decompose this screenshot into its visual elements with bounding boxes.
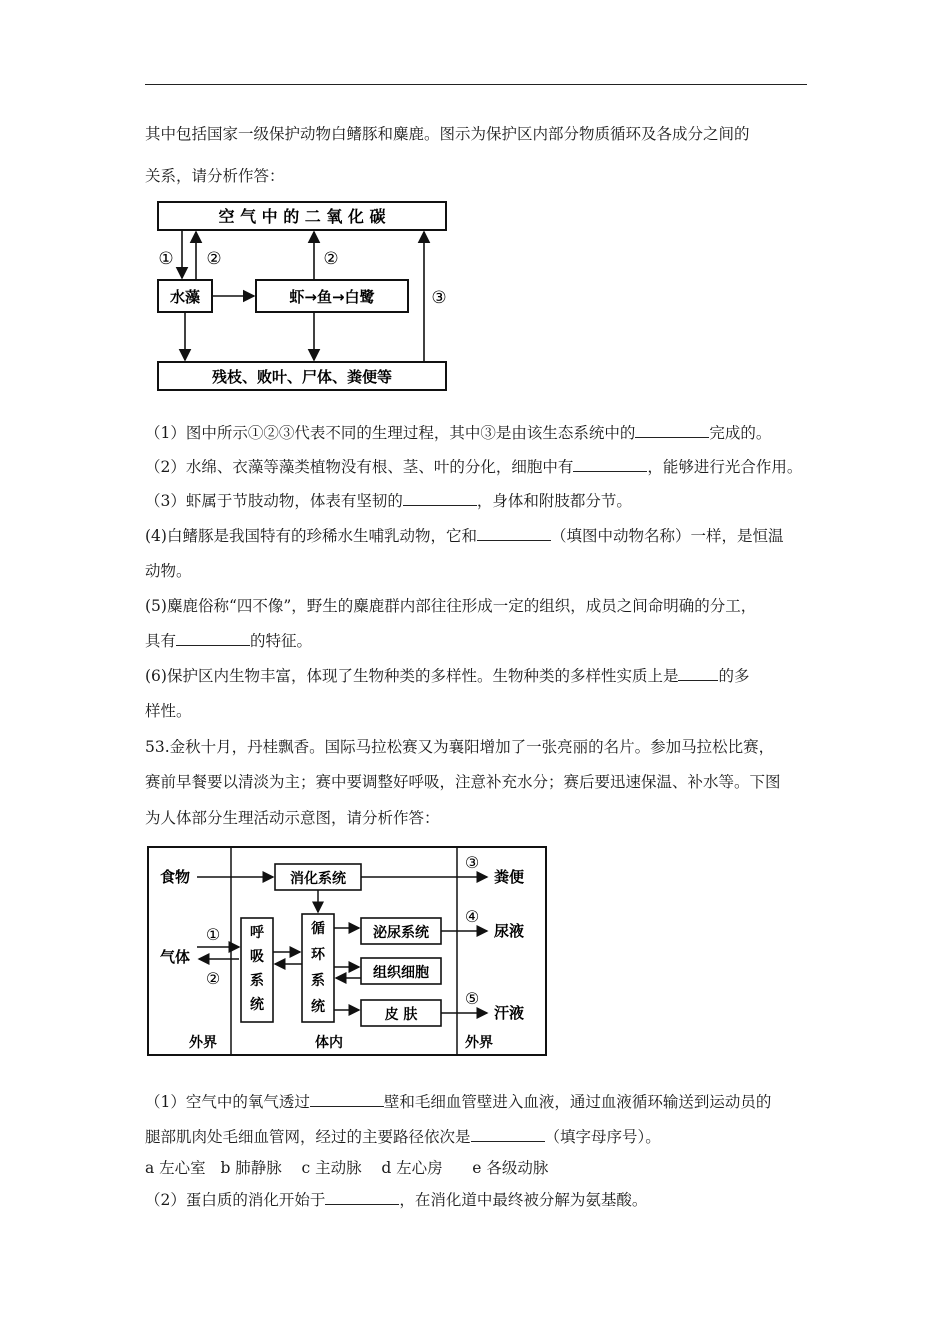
q52-5-cont: 具有 的特征。: [145, 632, 313, 650]
header-rule: [145, 84, 807, 85]
mark-2b: ②: [323, 249, 339, 269]
mark-2: ②: [206, 249, 222, 269]
blank[interactable]: [573, 457, 647, 472]
q53-intro-2: 赛前早餐要以清淡为主；赛中要调整好呼吸，注意补充水分；赛后要迅速保温、补水等。下图: [145, 773, 781, 791]
residue-label: 残枝、败叶、尸体、粪便等: [211, 368, 393, 386]
mark-1: ①: [158, 249, 174, 269]
q52-6-cont: 样性。: [145, 702, 192, 720]
outer-frame: [148, 847, 546, 1055]
intro-line-1: 其中包括国家一级保护动物白鳍豚和麋鹿。图示为保护区内部分物质循环及各成分之间的: [145, 125, 750, 143]
blank[interactable]: [310, 1092, 384, 1107]
diagram-text: 系: [250, 973, 264, 989]
diagram-text: 统: [311, 999, 325, 1015]
mark-2: ②: [205, 969, 221, 988]
diagram-text: 汗液: [493, 1004, 525, 1022]
diagram-text: 环: [311, 947, 325, 963]
q52-4-cont: 动物。: [145, 562, 192, 580]
q52-2: （2）水绵、衣藻等藻类植物没有根、茎、叶的分化，细胞中有 ，能够进行光合作用。: [145, 458, 803, 476]
q52-5: (5)麋鹿俗称“四不像”，野生的麋鹿群内部往往形成一定的组织，成员之间命明确的分工，: [145, 597, 757, 615]
q53-intro-3: 为人体部分生理活动示意图，请分析作答：: [145, 809, 440, 827]
blank[interactable]: [176, 631, 250, 646]
algae-label: 水藻: [169, 288, 201, 306]
q52-3: （3）虾属于节肢动物，体表有坚韧的 ，身体和附肢都分节。: [145, 492, 632, 510]
mark-1: ①: [205, 925, 221, 944]
blank[interactable]: [678, 666, 718, 681]
food-label: 食物: [159, 868, 191, 886]
diagram-text: 统: [250, 997, 264, 1013]
blank[interactable]: [325, 1190, 399, 1205]
physiology-diagram: [145, 844, 549, 1058]
blank[interactable]: [403, 491, 477, 506]
intro-line-2: 关系，请分析作答：: [145, 167, 285, 185]
diagram-text: 系: [311, 973, 325, 989]
diagram-text: 组织细胞: [373, 965, 429, 981]
food-chain-label: 虾→鱼→白鹭: [289, 288, 375, 306]
diagram-text: ④: [464, 907, 480, 926]
q53-2: （2）蛋白质的消化开始于 ，在消化道中最终被分解为氨基酸。: [145, 1191, 648, 1209]
diagram-text: 体内: [315, 1035, 343, 1051]
diagram-text: ③: [464, 853, 480, 872]
q53-intro-1: 53.金秋十月，丹桂飘香。国际马拉松赛又为襄阳增加了一张亮丽的名片。参加马拉松比赛，: [145, 738, 775, 756]
diagram-text: 泌尿系统: [373, 925, 429, 941]
digestive-label: 消化系统: [290, 871, 346, 887]
diagram-text: 循: [311, 921, 325, 937]
q52-6: (6)保护区内生物丰富，体现了生物种类的多样性。生物种类的多样性实质上是 的多: [145, 667, 750, 685]
diagram-text: 外界: [465, 1035, 493, 1051]
carbon-cycle-diagram: [150, 196, 455, 396]
q53-options: a 左心室 b 肺静脉 c 主动脉 d 左心房 e 各级动脉: [145, 1159, 549, 1177]
q53-1-cont: 腿部肌肉处毛细血管网，经过的主要路径依次是 （填字母序号）。: [145, 1128, 661, 1146]
blank[interactable]: [477, 526, 551, 541]
blank[interactable]: [471, 1127, 545, 1142]
q52-4: (4)白鳍豚是我国特有的珍稀水生哺乳动物，它和 （填图中动物名称）一样，是恒温: [145, 527, 784, 545]
mark-3: ③: [431, 288, 447, 308]
blank[interactable]: [635, 423, 709, 438]
diagram-text: 吸: [250, 949, 264, 965]
q53-1: （1）空气中的氧气透过 壁和毛细血管壁进入血液，通过血液循环输送到运动员的: [145, 1093, 772, 1111]
diagram-text: 皮 肤: [384, 1007, 418, 1023]
diagram-text: 粪便: [493, 868, 525, 886]
diagram-text: 呼: [250, 925, 264, 941]
q52-1: （1）图中所示①②③代表不同的生理过程，其中③是由该生态系统中的 完成的。: [145, 424, 772, 442]
co2-label: 空 气 中 的 二 氧 化 碳: [218, 207, 386, 226]
diagram-text: 外界: [189, 1035, 217, 1051]
diagram-text: ⑤: [464, 989, 480, 1008]
gas-label: 气体: [159, 948, 191, 966]
diagram-text: 尿液: [493, 922, 525, 940]
